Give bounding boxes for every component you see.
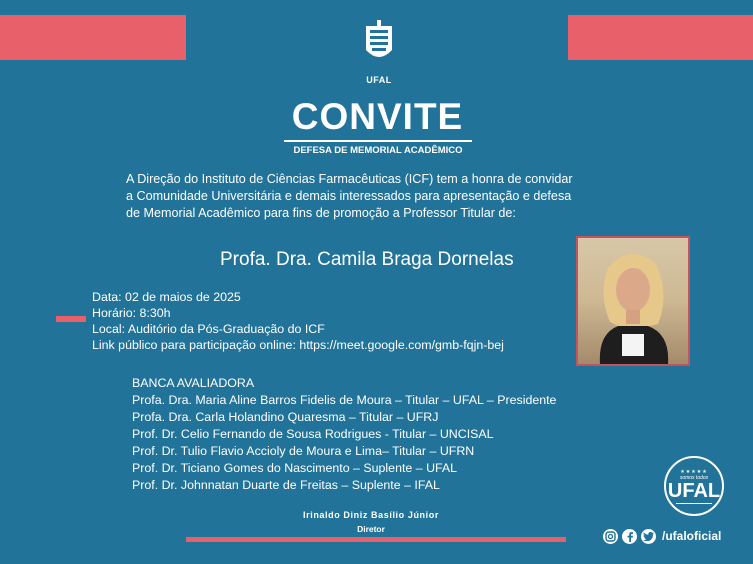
event-place: Local: Auditório da Pós-Graduação do ICF: [92, 322, 325, 336]
honoree-photo: [576, 236, 690, 366]
event-date: Data: 02 de maios de 2025: [92, 290, 241, 304]
seal-main-text: UFAL: [667, 479, 721, 502]
portrait-image: [578, 238, 688, 364]
committee-heading: BANCA AVALIADORA: [132, 376, 255, 390]
facebook-icon[interactable]: [622, 529, 637, 544]
decorative-bar-left: [56, 316, 86, 322]
decorative-bar-bottom: [186, 537, 566, 542]
twitter-icon[interactable]: [641, 529, 656, 544]
title-underline: [284, 140, 472, 142]
somos-todos-ufal-seal: [664, 456, 724, 516]
page-subtitle: DEFESA DE MEMORIAL ACADÊMICO: [293, 145, 463, 156]
social-handle[interactable]: /ufaloficial: [662, 529, 722, 543]
committee-member: Prof. Dr. Tulio Flavio Accioly de Moura e Lima– Titular – UFRN: [132, 444, 475, 458]
decorative-bar-top-right: [568, 15, 753, 60]
ufal-logo: [360, 20, 398, 86]
ufal-crest-icon: [364, 20, 394, 68]
committee-list: [132, 375, 632, 494]
event-details: [92, 289, 572, 353]
seal-stars: ★★★★★: [680, 468, 708, 475]
intro-line: a Comunidade Universitária e demais interessados para apresentação e defesa: [126, 189, 572, 203]
committee-member: Prof. Dr. Ticiano Gomes do Nascimento – Suplente – UFAL: [132, 461, 458, 475]
committee-member: Prof. Dr. Celio Fernando de Sousa Rodrigues - Titular – UNCISAL: [132, 427, 494, 441]
committee-member: Profa. Dra. Maria Aline Barros Fidelis de Moura – Titular – UFAL – Presidente: [132, 393, 557, 407]
decorative-bar-top-left: [0, 15, 186, 60]
signature-name: Irinaldo Diniz Basílio Júnior: [303, 510, 439, 520]
event-time: Horário: 8:30h: [92, 306, 171, 320]
logo-text: UFAL: [366, 75, 392, 85]
committee-member: Profa. Dra. Carla Holandino Quaresma – Titular – UFRJ: [132, 410, 439, 424]
event-link[interactable]: Link público para participação online: https://meet.google.com/gmb-fqjn-bej: [92, 338, 504, 352]
social-links: [603, 527, 721, 545]
seal-top-text: somos todos: [679, 474, 709, 481]
honoree-name: Profa. Dra. Camila Braga Dornelas: [220, 249, 514, 270]
signature-role: Diretor: [357, 524, 385, 534]
intro-line: de Memorial Acadêmico para fins de promoção a Professor Titular de:: [126, 206, 516, 220]
seal-divider: [676, 503, 712, 504]
committee-member: Prof. Dr. Johnnatan Duarte de Freitas – Suplente – IFAL: [132, 478, 440, 492]
intro-line: A Direção do Instituto de Ciências Farmacêuticas (ICF) tem a honra de convidar: [126, 172, 573, 186]
page-title: CONVITE: [291, 96, 464, 137]
intro-paragraph: [126, 171, 646, 222]
instagram-icon[interactable]: [603, 529, 618, 544]
